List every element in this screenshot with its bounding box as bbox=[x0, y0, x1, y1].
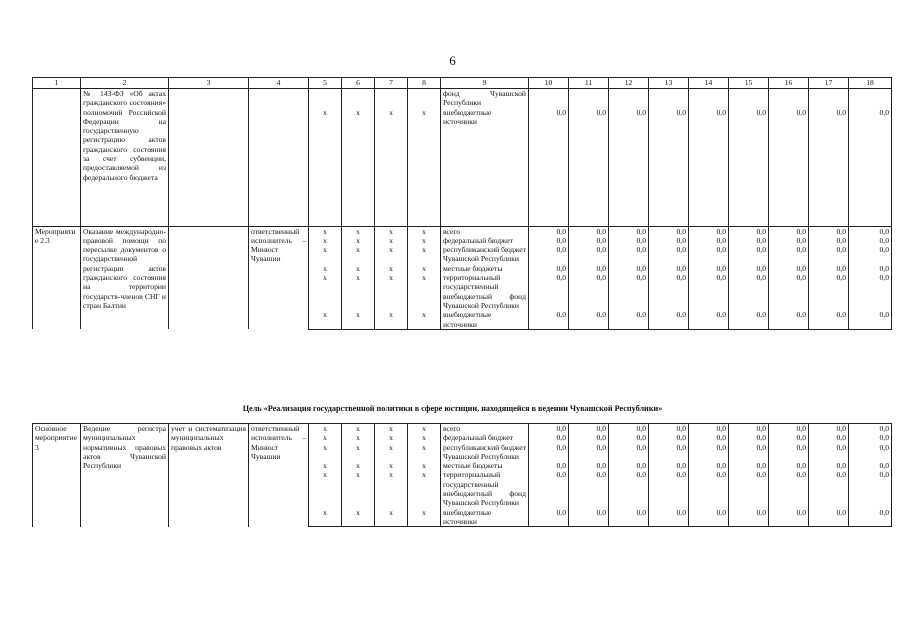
code-cell: x bbox=[342, 108, 375, 227]
header-cell: 9 bbox=[441, 78, 529, 89]
value-cell: 0,0 bbox=[729, 273, 769, 310]
value-cell: 0,0 bbox=[569, 245, 609, 264]
executor-cell bbox=[249, 89, 309, 227]
code-cell: x bbox=[342, 245, 375, 264]
funding-source-cell: территориальный государственный внебюджетный фонд Чувашской Республики bbox=[441, 273, 529, 310]
value-cell: 0,0 bbox=[809, 264, 849, 273]
value-cell: 0,0 bbox=[689, 108, 729, 227]
value-cell: 0,0 bbox=[769, 226, 809, 236]
value-cell: 0,0 bbox=[529, 108, 569, 227]
code-cell bbox=[342, 89, 375, 108]
code-cell: x bbox=[375, 508, 408, 527]
value-cell: 0,0 bbox=[809, 424, 849, 434]
value-cell bbox=[649, 89, 689, 108]
value-cell: 0,0 bbox=[849, 264, 892, 273]
value-cell: 0,0 bbox=[809, 470, 849, 507]
value-cell: 0,0 bbox=[689, 470, 729, 507]
funding-source-cell: федеральный бюджет bbox=[441, 236, 529, 245]
code-cell: x bbox=[309, 461, 342, 470]
table-row bbox=[33, 89, 892, 108]
header-cell: 13 bbox=[649, 78, 689, 89]
value-cell: 0,0 bbox=[849, 470, 892, 507]
funding-source-cell: всего bbox=[441, 226, 529, 236]
code-cell: x bbox=[375, 443, 408, 462]
table-row bbox=[33, 226, 892, 236]
value-cell: 0,0 bbox=[809, 236, 849, 245]
header-cell: 14 bbox=[689, 78, 729, 89]
value-cell: 0,0 bbox=[569, 236, 609, 245]
code-cell: x bbox=[342, 226, 375, 236]
value-cell: 0,0 bbox=[769, 236, 809, 245]
code-cell bbox=[408, 89, 441, 108]
budget-table-upper bbox=[32, 77, 892, 330]
header-cell: 12 bbox=[609, 78, 649, 89]
code-cell: x bbox=[342, 424, 375, 434]
code-cell: x bbox=[342, 461, 375, 470]
value-cell: 0,0 bbox=[529, 433, 569, 442]
code-cell: x bbox=[375, 424, 408, 434]
value-cell: 0,0 bbox=[529, 443, 569, 462]
code-cell: x bbox=[375, 470, 408, 507]
value-cell: 0,0 bbox=[649, 108, 689, 227]
value-cell: 0,0 bbox=[729, 108, 769, 227]
value-cell: 0,0 bbox=[849, 461, 892, 470]
value-cell bbox=[689, 89, 729, 108]
value-cell: 0,0 bbox=[569, 433, 609, 442]
value-cell: 0,0 bbox=[649, 226, 689, 236]
value-cell: 0,0 bbox=[729, 226, 769, 236]
value-cell: 0,0 bbox=[649, 443, 689, 462]
funding-source-cell: внебюджетные источники bbox=[441, 108, 529, 227]
funding-source-cell: внебюджетные источники bbox=[441, 310, 529, 329]
funding-source-cell: местные бюджеты bbox=[441, 264, 529, 273]
code-cell: x bbox=[309, 236, 342, 245]
code-cell: x bbox=[408, 108, 441, 227]
measure-name-cell bbox=[33, 89, 81, 227]
table-header-row bbox=[33, 78, 892, 89]
value-cell: 0,0 bbox=[609, 264, 649, 273]
value-cell: 0,0 bbox=[809, 108, 849, 227]
code-cell: x bbox=[408, 461, 441, 470]
funding-source-cell: всего bbox=[441, 424, 529, 434]
code-cell: x bbox=[375, 273, 408, 310]
value-cell: 0,0 bbox=[849, 108, 892, 227]
value-cell: 0,0 bbox=[849, 245, 892, 264]
code-cell bbox=[375, 89, 408, 108]
value-cell: 0,0 bbox=[529, 236, 569, 245]
value-cell: 0,0 bbox=[729, 236, 769, 245]
header-cell: 7 bbox=[375, 78, 408, 89]
value-cell: 0,0 bbox=[729, 264, 769, 273]
code-cell: x bbox=[408, 470, 441, 507]
value-cell: 0,0 bbox=[689, 245, 729, 264]
code-cell: x bbox=[408, 273, 441, 310]
value-cell: 0,0 bbox=[649, 245, 689, 264]
value-cell: 0,0 bbox=[609, 236, 649, 245]
value-cell: 0,0 bbox=[569, 424, 609, 434]
value-cell: 0,0 bbox=[769, 245, 809, 264]
funding-source-cell: республиканский бюджет Чувашской Республики bbox=[441, 443, 529, 462]
code-cell: x bbox=[342, 443, 375, 462]
code-cell: x bbox=[408, 310, 441, 329]
value-cell: 0,0 bbox=[729, 310, 769, 329]
code-cell: x bbox=[375, 461, 408, 470]
value-cell: 0,0 bbox=[529, 461, 569, 470]
code-cell: x bbox=[375, 264, 408, 273]
code-cell: x bbox=[375, 245, 408, 264]
value-cell: 0,0 bbox=[609, 245, 649, 264]
code-cell: x bbox=[342, 470, 375, 507]
value-cell: 0,0 bbox=[849, 236, 892, 245]
header-cell: 5 bbox=[309, 78, 342, 89]
value-cell: 0,0 bbox=[689, 461, 729, 470]
value-cell: 0,0 bbox=[529, 273, 569, 310]
header-cell: 16 bbox=[769, 78, 809, 89]
value-cell: 0,0 bbox=[569, 461, 609, 470]
code-cell: x bbox=[408, 508, 441, 527]
value-cell: 0,0 bbox=[569, 108, 609, 227]
header-cell: 3 bbox=[169, 78, 249, 89]
value-cell: 0,0 bbox=[769, 310, 809, 329]
measure-result-cell: учет и систематизация муниципальных правовых актов bbox=[169, 424, 249, 527]
code-cell: x bbox=[375, 310, 408, 329]
value-cell: 0,0 bbox=[689, 273, 729, 310]
value-cell: 0,0 bbox=[649, 310, 689, 329]
header-cell: 6 bbox=[342, 78, 375, 89]
value-cell: 0,0 bbox=[569, 264, 609, 273]
value-cell: 0,0 bbox=[609, 461, 649, 470]
value-cell: 0,0 bbox=[609, 443, 649, 462]
measure-result-cell bbox=[169, 89, 249, 227]
value-cell bbox=[809, 89, 849, 108]
code-cell: x bbox=[309, 433, 342, 442]
value-cell bbox=[849, 89, 892, 108]
value-cell: 0,0 bbox=[609, 226, 649, 236]
value-cell: 0,0 bbox=[689, 310, 729, 329]
value-cell: 0,0 bbox=[649, 273, 689, 310]
value-cell: 0,0 bbox=[689, 264, 729, 273]
header-cell: 4 bbox=[249, 78, 309, 89]
measure-description-cell: Оказание международно-правовой помощи по пересылке документов о государственной регистрации актов гражданского состояния на территории государств-членов СНГ и стран Балтии bbox=[81, 226, 169, 329]
value-cell: 0,0 bbox=[649, 433, 689, 442]
value-cell: 0,0 bbox=[729, 424, 769, 434]
code-cell: x bbox=[408, 245, 441, 264]
code-cell: x bbox=[309, 470, 342, 507]
value-cell: 0,0 bbox=[809, 461, 849, 470]
value-cell: 0,0 bbox=[809, 508, 849, 527]
code-cell: x bbox=[408, 264, 441, 273]
code-cell: x bbox=[309, 443, 342, 462]
value-cell: 0,0 bbox=[769, 273, 809, 310]
header-cell: 17 bbox=[809, 78, 849, 89]
value-cell: 0,0 bbox=[609, 273, 649, 310]
value-cell: 0,0 bbox=[809, 310, 849, 329]
code-cell: x bbox=[375, 108, 408, 227]
value-cell: 0,0 bbox=[769, 443, 809, 462]
measure-description-cell: № 143-ФЗ «Об актах гражданского состояния» полномочий Российской Федерации на государственную регистрацию актов гражданского состояния за счет субвенции, предоставляемой из федерального бюджета bbox=[81, 89, 169, 227]
value-cell: 0,0 bbox=[689, 443, 729, 462]
value-cell: 0,0 bbox=[569, 273, 609, 310]
goal-title: Цель «Реализация государственной политики в сфере юстиции, находящейся в ведении Чувашской Республики» bbox=[242, 404, 663, 413]
code-cell: x bbox=[309, 310, 342, 329]
value-cell: 0,0 bbox=[729, 443, 769, 462]
value-cell: 0,0 bbox=[529, 226, 569, 236]
code-cell: x bbox=[408, 443, 441, 462]
value-cell: 0,0 bbox=[769, 264, 809, 273]
value-cell: 0,0 bbox=[569, 470, 609, 507]
value-cell: 0,0 bbox=[529, 508, 569, 527]
value-cell: 0,0 bbox=[609, 433, 649, 442]
code-cell: x bbox=[309, 226, 342, 236]
value-cell: 0,0 bbox=[569, 226, 609, 236]
value-cell: 0,0 bbox=[849, 433, 892, 442]
value-cell: 0,0 bbox=[649, 424, 689, 434]
value-cell: 0,0 bbox=[689, 236, 729, 245]
value-cell: 0,0 bbox=[809, 443, 849, 462]
value-cell: 0,0 bbox=[529, 264, 569, 273]
code-cell: x bbox=[408, 226, 441, 236]
code-cell: x bbox=[342, 273, 375, 310]
value-cell: 0,0 bbox=[689, 226, 729, 236]
value-cell: 0,0 bbox=[809, 245, 849, 264]
value-cell bbox=[769, 89, 809, 108]
value-cell: 0,0 bbox=[609, 424, 649, 434]
code-cell bbox=[309, 89, 342, 108]
budget-table-lower bbox=[32, 423, 892, 527]
value-cell: 0,0 bbox=[689, 424, 729, 434]
funding-source-cell: местные бюджеты bbox=[441, 461, 529, 470]
value-cell: 0,0 bbox=[849, 508, 892, 527]
code-cell: x bbox=[375, 236, 408, 245]
value-cell: 0,0 bbox=[809, 433, 849, 442]
code-cell: x bbox=[342, 508, 375, 527]
value-cell: 0,0 bbox=[609, 108, 649, 227]
header-cell: 1 bbox=[33, 78, 81, 89]
code-cell: x bbox=[375, 433, 408, 442]
value-cell: 0,0 bbox=[729, 470, 769, 507]
value-cell: 0,0 bbox=[569, 508, 609, 527]
value-cell: 0,0 bbox=[609, 508, 649, 527]
value-cell: 0,0 bbox=[769, 424, 809, 434]
header-cell: 18 bbox=[849, 78, 892, 89]
code-cell: x bbox=[309, 508, 342, 527]
value-cell bbox=[729, 89, 769, 108]
executor-cell: ответственный исполнитель – Минюст Чувашии bbox=[249, 226, 309, 329]
measure-name-cell: Основное мероприятие 3 bbox=[33, 424, 81, 527]
code-cell: x bbox=[408, 236, 441, 245]
code-cell: x bbox=[342, 433, 375, 442]
value-cell bbox=[609, 89, 649, 108]
header-cell: 15 bbox=[729, 78, 769, 89]
value-cell: 0,0 bbox=[569, 310, 609, 329]
code-cell: x bbox=[375, 226, 408, 236]
table-row bbox=[33, 424, 892, 434]
funding-source-cell: внебюджетные источники bbox=[441, 508, 529, 527]
value-cell: 0,0 bbox=[849, 273, 892, 310]
value-cell: 0,0 bbox=[849, 424, 892, 434]
value-cell: 0,0 bbox=[529, 310, 569, 329]
header-cell: 10 bbox=[529, 78, 569, 89]
value-cell: 0,0 bbox=[649, 508, 689, 527]
code-cell: x bbox=[342, 236, 375, 245]
code-cell: x bbox=[342, 264, 375, 273]
value-cell: 0,0 bbox=[769, 108, 809, 227]
header-cell: 2 bbox=[81, 78, 169, 89]
measure-name-cell: Мероприятие 2.3 bbox=[33, 226, 81, 329]
value-cell: 0,0 bbox=[609, 470, 649, 507]
funding-source-cell: республиканский бюджет Чувашской Республики bbox=[441, 245, 529, 264]
header-cell: 11 bbox=[569, 78, 609, 89]
value-cell: 0,0 bbox=[649, 264, 689, 273]
value-cell: 0,0 bbox=[689, 433, 729, 442]
value-cell: 0,0 bbox=[769, 433, 809, 442]
code-cell: x bbox=[342, 310, 375, 329]
value-cell: 0,0 bbox=[769, 461, 809, 470]
value-cell: 0,0 bbox=[649, 236, 689, 245]
value-cell: 0,0 bbox=[769, 508, 809, 527]
executor-cell: ответственный исполнитель – Минюст Чувашии bbox=[249, 424, 309, 527]
code-cell: x bbox=[309, 108, 342, 227]
value-cell: 0,0 bbox=[529, 470, 569, 507]
value-cell: 0,0 bbox=[569, 443, 609, 462]
funding-source-cell: фонд Чувашской Республики bbox=[441, 89, 529, 108]
value-cell: 0,0 bbox=[729, 433, 769, 442]
code-cell: x bbox=[309, 264, 342, 273]
funding-source-cell: федеральный бюджет bbox=[441, 433, 529, 442]
code-cell: x bbox=[408, 433, 441, 442]
value-cell: 0,0 bbox=[649, 461, 689, 470]
page-number: 6 bbox=[449, 53, 456, 68]
value-cell bbox=[529, 89, 569, 108]
value-cell: 0,0 bbox=[849, 443, 892, 462]
value-cell: 0,0 bbox=[529, 424, 569, 434]
value-cell: 0,0 bbox=[649, 470, 689, 507]
funding-source-cell: территориальный государственный внебюджетный фонд Чувашской Республики bbox=[441, 470, 529, 507]
value-cell: 0,0 bbox=[809, 226, 849, 236]
value-cell: 0,0 bbox=[849, 310, 892, 329]
value-cell: 0,0 bbox=[729, 245, 769, 264]
value-cell: 0,0 bbox=[729, 508, 769, 527]
value-cell: 0,0 bbox=[609, 310, 649, 329]
measure-description-cell: Ведение регистра муниципальных нормативных правовых актов Чувашской Республики bbox=[81, 424, 169, 527]
measure-result-cell bbox=[169, 226, 249, 329]
value-cell: 0,0 bbox=[729, 461, 769, 470]
value-cell: 0,0 bbox=[689, 508, 729, 527]
code-cell: x bbox=[309, 424, 342, 434]
value-cell: 0,0 bbox=[529, 245, 569, 264]
code-cell: x bbox=[309, 245, 342, 264]
value-cell: 0,0 bbox=[809, 273, 849, 310]
code-cell: x bbox=[309, 273, 342, 310]
value-cell: 0,0 bbox=[769, 470, 809, 507]
value-cell bbox=[569, 89, 609, 108]
value-cell: 0,0 bbox=[849, 226, 892, 236]
header-cell: 8 bbox=[408, 78, 441, 89]
code-cell: x bbox=[408, 424, 441, 434]
